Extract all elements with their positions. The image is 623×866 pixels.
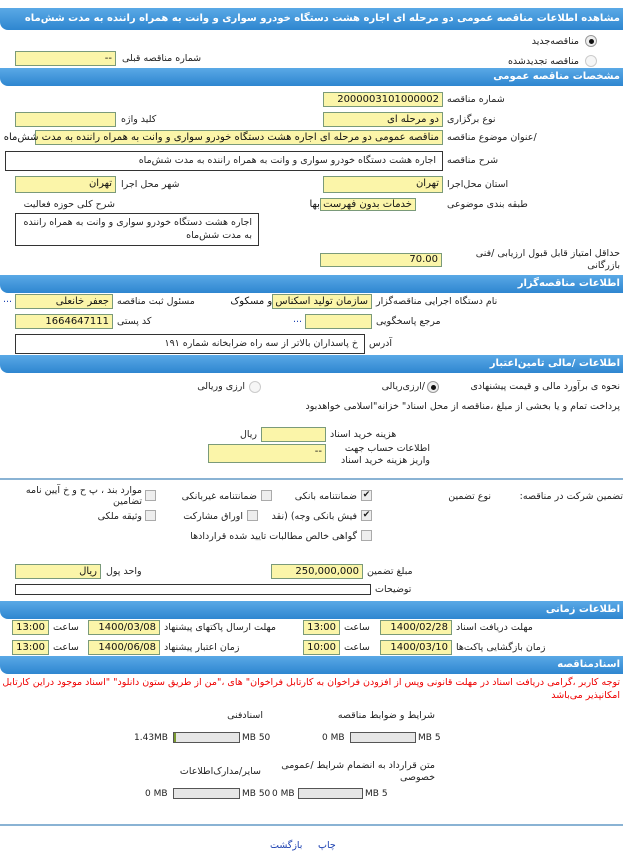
new-tender-label: مناقصه‌جدید [531,36,579,47]
activity-label: شرح کلی حوزه فعالیت [23,199,115,210]
registrar-more-button[interactable]: ... [3,294,13,305]
reference-field[interactable] [305,314,372,329]
page-title: مشاهده اطلاعات مناقصه عمومی دو مرحله ای اجاره هشت دستگاه خودرو سواری و وانت به همراه راننده به مدت شش‌ماه [24,13,620,24]
province-field[interactable]: تهران [323,176,443,193]
reference-more-button[interactable]: ... [293,314,303,325]
postal-code-label: کد پستی [117,316,152,327]
opening-time-field[interactable]: 10:00 [303,640,340,655]
postal-code-field[interactable]: 1664647111 [15,314,113,329]
doc-fee-label: هزینه خرید اسناد [330,429,397,440]
organization-label: نام دستگاه اجرایی مناقصه‌گزار [376,296,498,307]
file-other-max: 50 MB [242,789,271,799]
keyword-label: کلید واژه [121,114,157,125]
checkbox-bank-receipt[interactable]: ✔ [362,510,371,520]
checkbox-property-collateral[interactable] [145,510,156,521]
holding-type-label: نوع برگزاری [447,114,496,125]
file-other-label: سایر/مدارک‌اطلاعات [179,766,261,777]
bank-guarantee-label: ضمانتنامه بانکی [294,491,357,502]
currency-unit-field[interactable]: ریال [15,564,101,579]
keyword-field[interactable] [15,112,116,127]
doc-deadline-label: مهلت دریافت اسناد [456,622,533,633]
guarantee-label: تضمین شرکت در مناقصه: [519,491,623,502]
file-contract-max: 5 MB [365,789,388,799]
section-general-title: مشخصات مناقصه عمومی [493,71,620,82]
category-field[interactable]: خدمات بدون فهرست بها [320,198,416,211]
documents-notice: توجه کاربر ،گرامی دریافت اسناد در مهلت قانونی وپس از افزودن فراخوان به کارتابل فراخوان" های ،"من از طریق ستون دانلود" "اسناد موجود دراین کارتابل امکانپذیر می‌باشد [2,677,620,701]
rial-option-label: /ارزی‌ریالی [381,381,425,392]
fx-rial-option-label: ارزی وریالی [197,381,245,392]
back-link[interactable]: بازگشت [270,840,303,851]
doc-fee-field[interactable] [261,427,326,442]
section-documents [0,656,623,674]
province-label: استان محل‌اجرا [447,179,509,190]
prev-tender-number-label: شماره مناقصه قبلی [122,53,202,64]
opening-date-field[interactable]: 1400/03/10 [380,640,452,655]
estimate-label: نحوه ی برآورد مالی و قیمت پیشنهادی [470,381,620,392]
title-bar [0,8,623,30]
file-other-progress [173,788,240,799]
section-general [0,68,623,86]
address-box: خ پاسداران بالاتر از سه راه ضرابخانه شماره ۱۹۱ [15,334,365,354]
guarantee-amount-label: مبلغ تضمین [367,566,413,577]
account-field[interactable]: -- [208,444,326,463]
notes-box [15,584,371,595]
city-field[interactable]: تهران [15,176,116,193]
validity-label: زمان اعتبار پیشنهاد [164,642,240,653]
file-technical-label: اسنادفنی [227,710,263,721]
min-score-label: حداقل امتیاز قابل قبول ارزیابی /فنی بازرگانی [475,248,620,271]
validity-time-field[interactable]: 13:00 [12,640,49,655]
tender-number-field[interactable]: 2000003101000002 [323,92,443,107]
activity-box: اجاره هشت دستگاه خودرو سواری و وانت به همراه راننده به مدت شش‌ماه [15,213,259,246]
divider [0,478,623,480]
holding-type-field[interactable]: دو مرحله ای [323,112,443,127]
section-timing [0,601,623,619]
radio-rial[interactable] [427,381,439,393]
section-timing-title: اطلاعات زمانی [545,604,620,615]
organization-field[interactable]: سازمان تولید اسکناس و مسکوک [272,294,372,309]
file-technical-progress [173,732,240,743]
tender-number-label: شماره مناقصه [447,94,505,105]
subject-field[interactable]: مناقصه عمومی دو مرحله ای اجاره هشت دستگاه خودرو سواری و وانت به همراه راننده به مدت شش‌ماه [35,130,443,145]
doc-fee-currency: ریال [239,429,257,440]
description-box: اجاره هشت دستگاه خودرو سواری و وانت به همراه راننده به مدت شش‌ماه [5,151,443,171]
nonbank-guarantee-label: ضمانتنامه غیربانکی [181,491,257,502]
radio-new-tender[interactable] [585,35,597,47]
hour-label: ساعت [53,622,79,633]
footer-divider [0,824,623,826]
checkbox-receivables-certificate[interactable] [361,530,372,541]
doc-deadline-time-field[interactable]: 13:00 [303,620,340,635]
hour-label: ساعت [344,622,370,633]
section-organizer-title: اطلاعات مناقصه‌گزار [517,278,620,289]
registrar-label: مسئول ثبت مناقصه [117,296,195,307]
checkbox-regulation-items[interactable] [145,490,156,501]
city-label: شهر محل اجرا [121,179,180,190]
section-finance-title: اطلاعات /مالی تامین‌اعتبار [489,358,620,369]
file-technical-used: 1.43MB [134,733,168,743]
account-label: اطلاعات حساب جهت واریز هزینه خرید اسناد [341,443,430,466]
radio-fx-rial[interactable] [249,381,261,393]
hour-label: ساعت [53,642,79,653]
submit-label: مهلت ارسال پاکتهای پیشنهاد [164,622,276,633]
address-label: آدرس [369,338,393,349]
submit-date-field[interactable]: 1400/03/08 [88,620,160,635]
property-collateral-label: وثیقه ملکی [97,511,142,522]
file-terms-used: 0 MB [322,733,345,743]
min-score-field[interactable]: 70.00 [320,253,442,267]
file-contract-used: 0 MB [272,789,295,799]
checkbox-nonbank-guarantee[interactable] [261,490,272,501]
prev-tender-number-field[interactable]: -- [15,51,116,66]
renewed-tender-label: مناقصه تجدیدشده [507,56,579,67]
treasury-note: پرداخت تمام و یا بخشی از مبلغ ،مناقصه از محل اسناد" خزانه"اسلامی خواهد‌بود [305,401,620,412]
file-terms-max: 5 MB [418,733,441,743]
subject-label: /عنوان موضوع مناقصه [447,132,537,143]
hour-label: ساعت [344,642,370,653]
submit-time-field[interactable]: 13:00 [12,620,49,635]
category-label: طبقه بندی موضوعی [447,199,528,210]
file-contract-label: متن قرارداد به انضمام شرایط /عمومی خصوصی [281,760,435,783]
file-contract-progress [298,788,363,799]
reference-label: مرجع پاسخگویی [376,316,441,327]
doc-deadline-date-field[interactable]: 1400/02/28 [380,620,452,635]
guarantee-amount-field[interactable]: 250,000,000 [271,564,363,579]
regulation-items-label: موارد بند ، پ ح و خ آیین نامه تضامین [25,485,142,507]
print-link[interactable]: چاپ [318,840,336,851]
section-documents-title: اسنادمناقصه [557,659,620,670]
file-other-used: 0 MB [145,789,168,799]
section-organizer [0,275,623,293]
bonds-label: اوراق مشارکت [183,511,243,522]
description-label: شرح مناقصه [447,155,499,166]
receivables-certificate-label: گواهی خالص مطالبات تایید شده قراردادها [190,531,357,542]
registrar-field[interactable]: جعفر خانعلی [15,294,113,309]
currency-unit-label: واحد پول [106,566,142,577]
radio-renewed-tender[interactable] [585,55,597,67]
checkbox-bank-guarantee[interactable]: ✔ [362,490,371,500]
file-terms-progress [350,732,416,743]
file-terms-label: شرایط و ضوابط مناقصه [337,710,435,721]
validity-date-field[interactable]: 1400/06/08 [88,640,160,655]
notes-label: توضیحات [375,584,412,595]
guarantee-type-label: نوع تضمین [448,491,491,502]
checkbox-bonds[interactable] [247,510,258,521]
opening-label: زمان بازگشایی پاکت‌ها [456,642,546,653]
bank-receipt-label: فیش بانکی وجه) (نقد [271,511,357,522]
section-finance [0,355,623,373]
file-technical-max: 50 MB [242,733,271,743]
